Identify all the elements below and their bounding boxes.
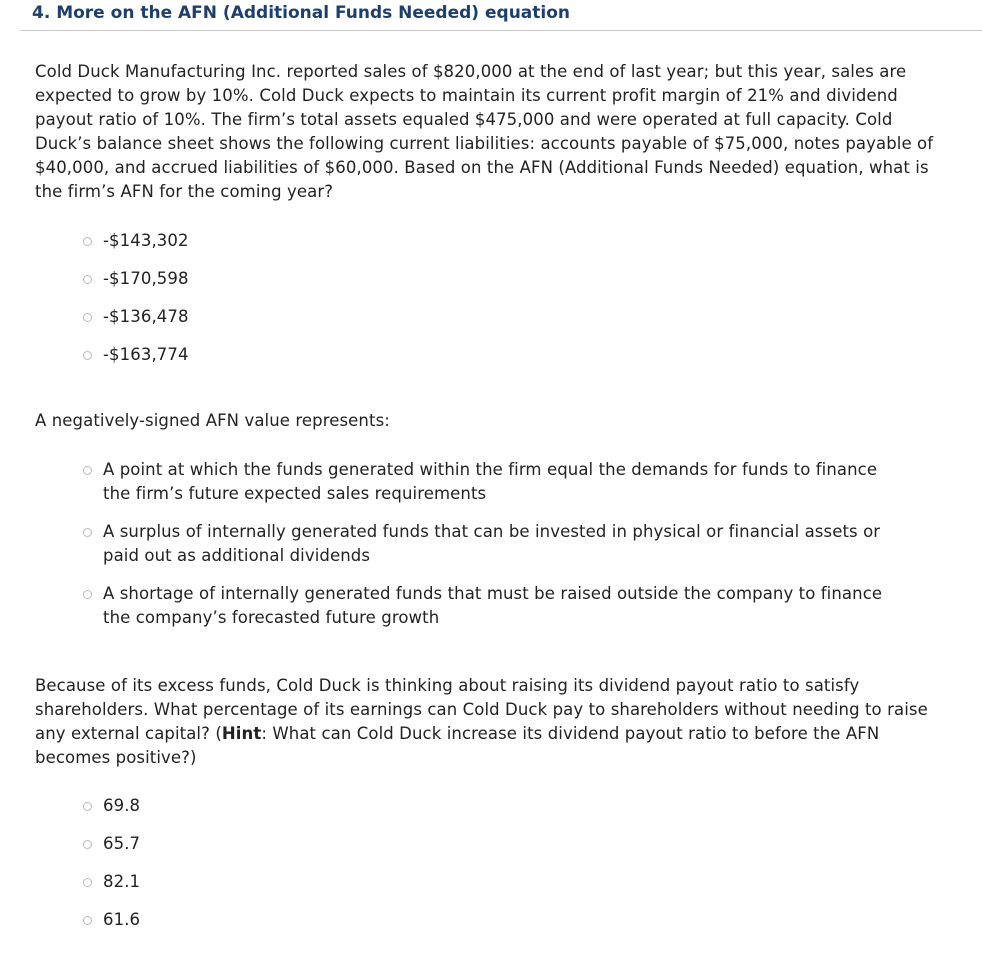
option-label: A shortage of internally generated funds that must be raised outside the company to finance the company’s forecasted future growth [103, 584, 883, 627]
question-1-text: Cold Duck Manufacturing Inc. reported sales of $820,000 at the end of last year; but this year, sales are expected to grow by 10%. Cold Duck expects to maintain its current profit margin of 21% and dividend payout ratio of 10%. The firm’s total assets equaled $475,000 and were operated at full capacity. Cold Duck’s balance sheet shows the following current liabilities: accounts payable of $75,000, notes payable of $40,000, and accrued liabilities of $60,000. Based on the AFN (Additional Funds Needed) equation, what is the firm’s AFN for the coming year? [35, 62, 934, 201]
radio-button-icon[interactable] [83, 878, 92, 887]
option-label: 61.6 [103, 910, 141, 929]
question-2-text: A negatively-signed AFN value represents: [35, 411, 390, 430]
answer-option[interactable] [83, 343, 189, 381]
option-label: -$136,478 [103, 307, 189, 326]
question-3-text-part: Because of its excess funds, Cold Duck is thinking about raising its dividend payout ratio to satisfy shareholders. What percentage of its earnings can Cold Duck pay to shareholders without needing to raise any external capital? ( [35, 676, 928, 743]
answer-option[interactable] [83, 305, 189, 343]
option-label: 69.8 [103, 796, 141, 815]
option-label: 82.1 [103, 872, 141, 891]
radio-button-icon[interactable] [83, 466, 92, 475]
answer-option[interactable] [83, 582, 903, 644]
option-label: -$170,598 [103, 269, 189, 288]
answer-option[interactable] [83, 832, 140, 870]
question-1-options [83, 229, 189, 381]
radio-button-icon[interactable] [83, 313, 92, 322]
answer-option[interactable] [83, 870, 140, 908]
answer-option[interactable] [83, 794, 140, 832]
radio-button-icon[interactable] [83, 840, 92, 849]
question-2-options [83, 458, 903, 644]
question-3-text-part: : What can Cold Duck increase its dividend payout ratio to before the AFN becomes positive?) [35, 724, 880, 767]
question-title: 4. More on the AFN (Additional Funds Needed) equation [32, 3, 570, 23]
radio-button-icon[interactable] [83, 590, 92, 599]
answer-option[interactable] [83, 458, 903, 520]
hint-label: Hint [221, 724, 262, 743]
radio-button-icon[interactable] [83, 275, 92, 284]
answer-option[interactable] [83, 908, 140, 946]
question-3-text [35, 674, 950, 770]
answer-option[interactable] [83, 267, 189, 305]
option-label: -$143,302 [103, 231, 189, 250]
radio-button-icon[interactable] [83, 237, 92, 246]
title-divider [20, 30, 982, 31]
radio-button-icon[interactable] [83, 916, 92, 925]
radio-button-icon[interactable] [83, 802, 92, 811]
option-label: 65.7 [103, 834, 141, 853]
radio-button-icon[interactable] [83, 351, 92, 360]
answer-option[interactable] [83, 229, 189, 267]
option-label: A surplus of internally generated funds that can be invested in physical or financial assets or paid out as additional dividends [103, 522, 881, 565]
option-label: A point at which the funds generated within the firm equal the demands for funds to finance the firm’s future expected sales requirements [103, 460, 878, 503]
question-3-options [83, 794, 140, 946]
option-label: -$163,774 [103, 345, 189, 364]
answer-option[interactable] [83, 520, 903, 582]
radio-button-icon[interactable] [83, 528, 92, 537]
